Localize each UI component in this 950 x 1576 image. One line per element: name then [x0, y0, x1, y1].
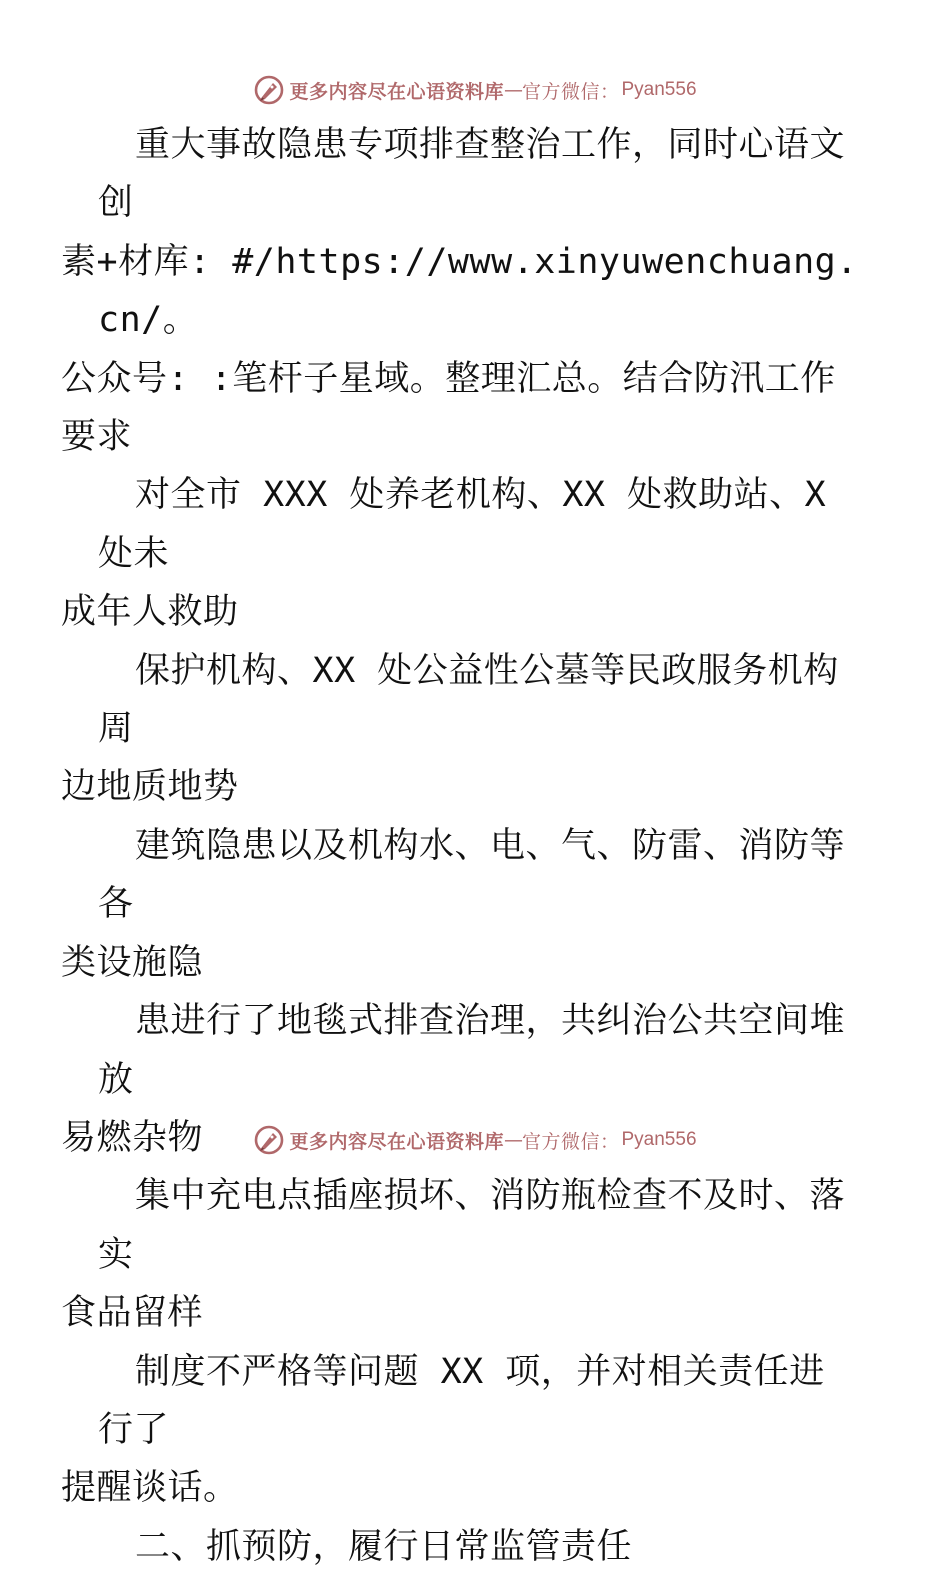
text-line: 患进行了地毯式排查治理，共纠治公共空间堆放	[98, 1001, 846, 1100]
paragraph	[61, 642, 858, 817]
text-line: 食品留样	[61, 1293, 204, 1334]
footer-watermark	[0, 1122, 950, 1158]
paragraph	[61, 466, 858, 641]
text-line: 保护机构、XX 处公益性公墓等民政服务机构周	[98, 650, 839, 750]
watermark-dash: —	[503, 79, 522, 101]
paragraph	[61, 116, 858, 466]
paragraph	[98, 1518, 858, 1576]
watermark-wechat-id: Pyan556	[621, 1129, 697, 1150]
text-line: 对全市 XXX 处养老机构、XX 处救助站、X 处未	[98, 475, 827, 574]
watermark-text: 更多内容尽在心语资料库	[289, 1130, 504, 1153]
document-body	[61, 116, 858, 1576]
text-line: 要求	[61, 417, 133, 458]
text-line: 提醒谈话。	[61, 1468, 239, 1509]
text-line: 二、抓预防，履行日常监管责任	[135, 1526, 633, 1567]
text-line: 公众号: :笔杆子星域。整理汇总。结合防汛工作	[61, 358, 836, 399]
text-line: 素+材库: #/https://www.xinyuwenchuang.cn/。	[61, 241, 858, 341]
watermark-wechat-id: Pyan556	[621, 79, 697, 100]
text-line: 成年人救助	[61, 592, 239, 633]
text-line: 集中充电点插座损坏、消防瓶检查不及时、落实	[98, 1176, 846, 1275]
pen-nib-logo-icon	[253, 1124, 285, 1156]
watermark-text: 更多内容尽在心语资料库	[289, 80, 504, 103]
watermark-dash: —	[503, 1129, 522, 1151]
text-line: 易燃杂物	[61, 1117, 204, 1158]
pen-nib-logo-icon	[253, 74, 285, 106]
paragraph	[61, 1167, 858, 1342]
text-line: 边地质地势	[61, 767, 239, 808]
text-line: 制度不严格等问题 XX 项，并对相关责任进行了	[98, 1351, 825, 1450]
paragraph	[61, 817, 858, 992]
text-line: 重大事故隐患专项排查整治工作，同时心语文创	[98, 125, 846, 224]
watermark-wechat-label: 官方微信：	[521, 1130, 620, 1153]
watermark-wechat-label: 官方微信：	[521, 80, 620, 103]
header-watermark	[0, 72, 950, 108]
text-line: 建筑隐患以及机构水、电、气、防雷、消防等各	[98, 825, 846, 925]
paragraph	[61, 1343, 858, 1518]
text-line: 类设施隐	[61, 942, 204, 983]
